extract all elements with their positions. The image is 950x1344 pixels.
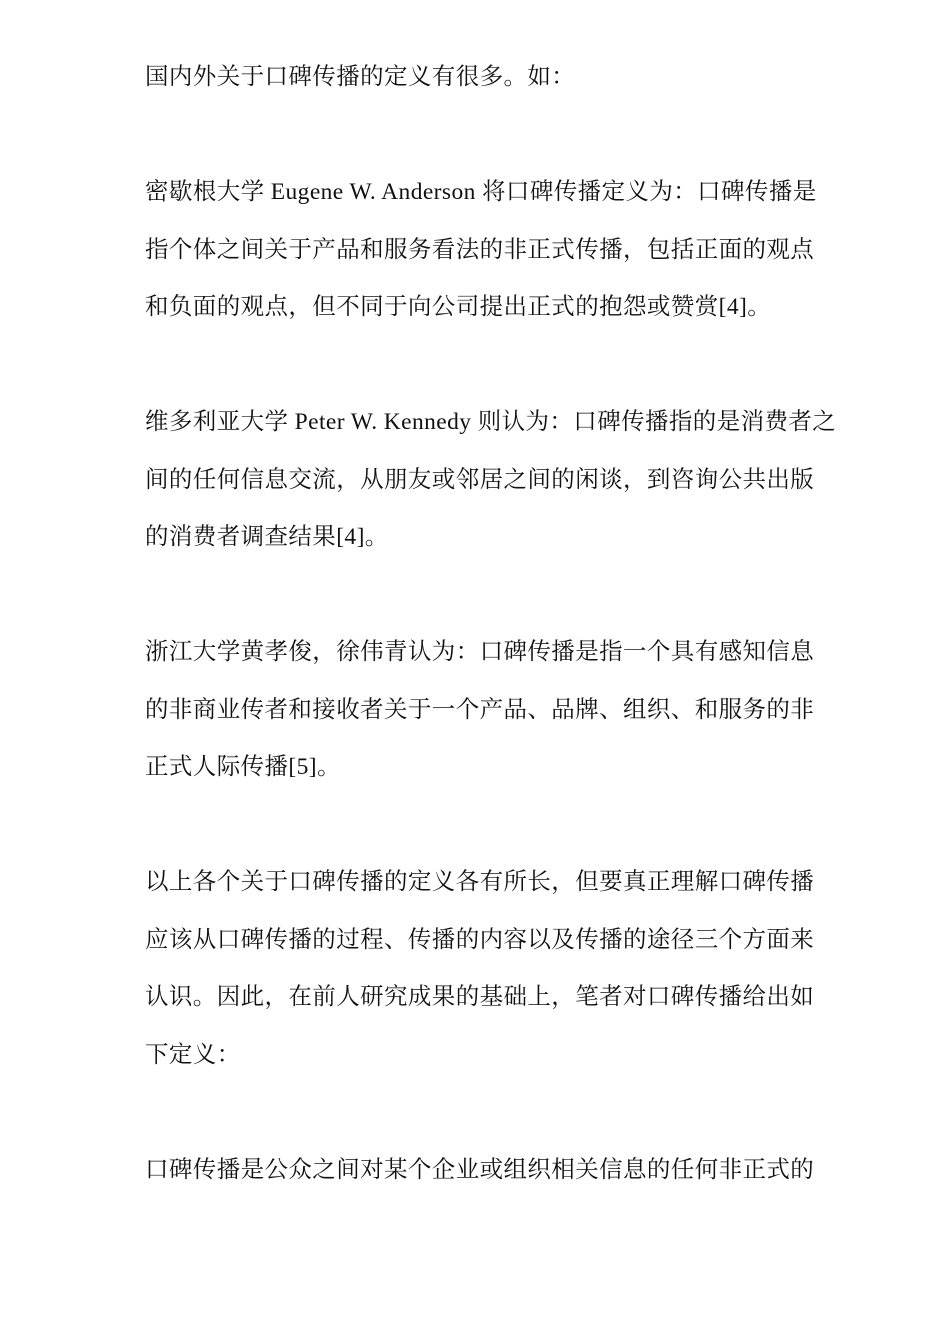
paragraph-5-line-4: 下定义： xyxy=(145,1042,241,1068)
paragraph-6-line-1: 口碑传播是公众之间对某个企业或组织相关信息的任何非正式的 xyxy=(145,1157,815,1183)
paragraph-3-line-1: 维多利亚大学 Peter W. Kennedy 则认为：口碑传播指的是消费者之 xyxy=(145,409,837,435)
paragraph-1-line-1: 国内外关于口碑传播的定义有很多。如： xyxy=(145,64,576,90)
paragraph-5-line-2: 应该从口碑传播的过程、传播的内容以及传播的途径三个方面来 xyxy=(145,927,815,953)
paragraph-2-line-1: 密歇根大学 Eugene W. Anderson 将口碑传播定义为：口碑传播是 xyxy=(145,179,817,205)
paragraph-4-line-2: 的非商业传者和接收者关于一个产品、品牌、组织、和服务的非 xyxy=(145,697,815,723)
paragraph-2-line-3: 和负面的观点，但不同于向公司提出正式的抱怨或赞赏[4]。 xyxy=(145,294,772,320)
paragraph-2-line-2: 指个体之间关于产品和服务看法的非正式传播，包括正面的观点 xyxy=(145,237,815,263)
paragraph-4-line-3: 正式人际传播[5]。 xyxy=(145,754,341,780)
paragraph-3-line-3: 的消费者调查结果[4]。 xyxy=(145,524,389,550)
paragraph-5-line-1: 以上各个关于口碑传播的定义各有所长，但要真正理解口碑传播 xyxy=(145,869,815,895)
paragraph-5-line-3: 认识。因此，在前人研究成果的基础上，笔者对口碑传播给出如 xyxy=(145,984,815,1010)
paragraph-3-line-2: 间的任何信息交流，从朋友或邻居之间的闲谈，到咨询公共出版 xyxy=(145,467,815,493)
paragraph-4-line-1: 浙江大学黄孝俊，徐伟青认为：口碑传播是指一个具有感知信息 xyxy=(145,639,815,665)
